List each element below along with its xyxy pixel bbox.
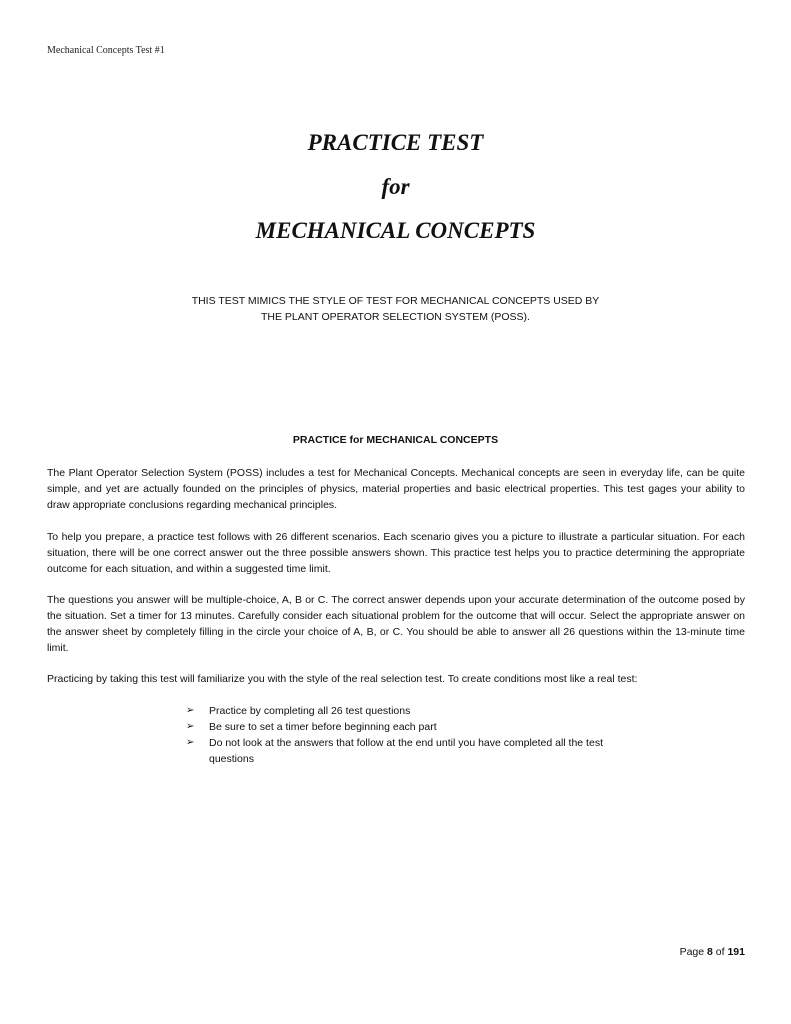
list-item-text: Be sure to set a timer before beginning each part — [209, 721, 437, 733]
subtitle-line-2: THE PLANT OPERATOR SELECTION SYSTEM (POSS). — [261, 311, 530, 323]
subtitle — [0, 293, 791, 325]
arrowhead-bullet-icon: ➢ — [186, 705, 195, 716]
page-title-line-1: PRACTICE TEST — [307, 130, 484, 155]
list-item — [186, 735, 646, 767]
paragraph-questions: The questions you answer will be multiple-choice, A, B or C. The correct answer depends upon your accurate determination of the outcome posed by the situation. Set a timer for 13 minutes. Carefully consider each situational problem for the outcome that will occur. Select the appropriate answer on the answer sheet by completely filling in the circle your choice of A, B, or C. You should be able to answer all 26 questions within the 13-minute time limit. — [47, 594, 745, 654]
list-item-text: Practice by completing all 26 test questions — [209, 705, 411, 717]
arrowhead-bullet-icon: ➢ — [186, 737, 195, 748]
page-number: 8 — [707, 946, 713, 958]
list-item — [186, 719, 646, 735]
page-word: Page — [679, 946, 705, 958]
paragraph-conditions: Practicing by taking this test will familiarize you with the style of the real selection test. To create conditions most like a real test: — [47, 673, 638, 685]
list-item — [186, 703, 646, 719]
page-title-line-3: MECHANICAL CONCEPTS — [255, 218, 536, 243]
arrowhead-bullet-icon: ➢ — [186, 721, 195, 732]
paragraph-prepare: To help you prepare, a practice test follows with 26 different scenarios. Each scenario gives you a picture to illustrate a particular situation. For each situation, there will be one correct answer out the three possible answers shown. This practice test helps you to practice determining the appropriate outcome for each situation, and within a suggested time limit. — [47, 531, 745, 575]
list-item-text: Do not look at the answers that follow at the end until you have completed all the test questions — [209, 737, 603, 765]
paragraph-intro: The Plant Operator Selection System (POSS) includes a test for Mechanical Concepts. Mechanical concepts are seen in everyday life, can be quite simple, and yet are actually founded on the principles of physics, material properties and basic electrical properties. This test gages your ability to draw appropriate conclusions regarding mechanical principles. — [47, 467, 745, 511]
of-word: of — [715, 946, 725, 958]
running-header: Mechanical Concepts Test #1 — [47, 45, 165, 56]
total-pages: 191 — [727, 946, 745, 958]
page-title-line-2: for — [381, 174, 410, 199]
page-footer — [680, 946, 745, 958]
subtitle-line-1: THIS TEST MIMICS THE STYLE OF TEST FOR MECHANICAL CONCEPTS USED BY — [191, 295, 600, 307]
instruction-list — [186, 703, 646, 767]
section-heading: PRACTICE for MECHANICAL CONCEPTS — [292, 434, 499, 446]
